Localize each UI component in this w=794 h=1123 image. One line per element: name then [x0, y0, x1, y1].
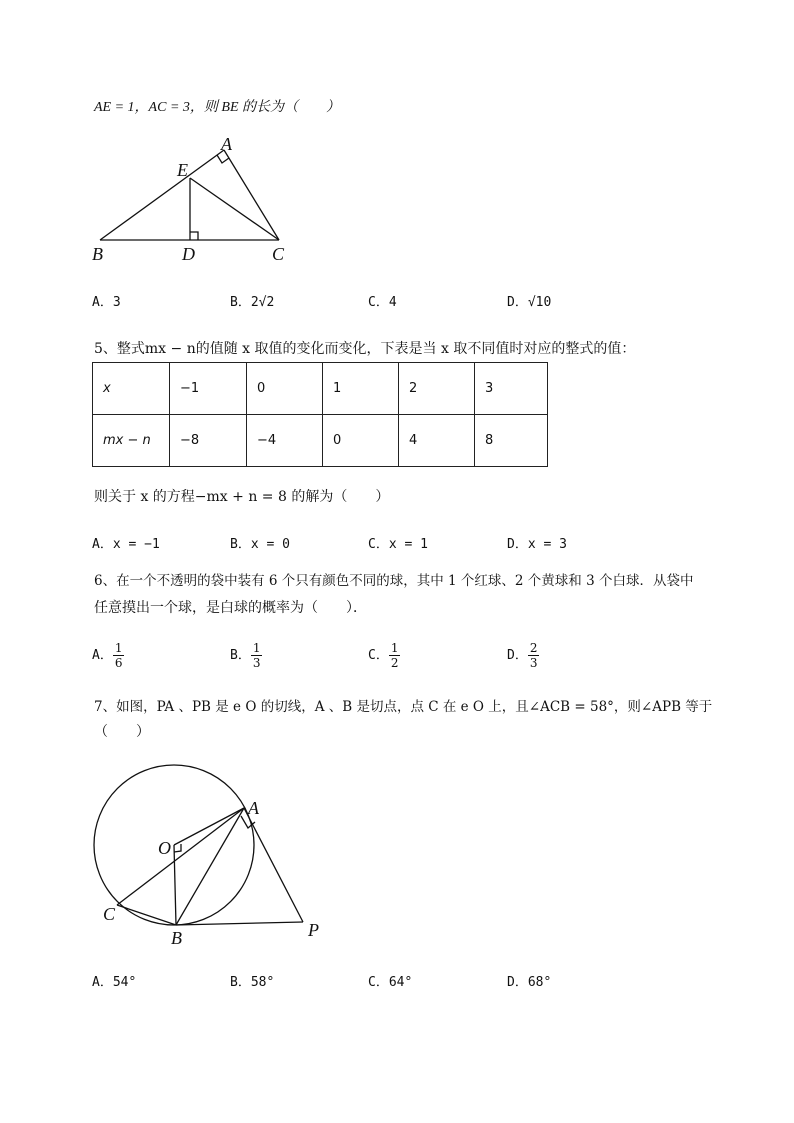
segment-ca [117, 808, 244, 905]
q4-option-c[interactable] [368, 291, 397, 310]
q7-circle-figure [80, 755, 340, 955]
segment-ec [190, 178, 279, 240]
q6-option-b[interactable] [230, 641, 262, 670]
option-value: 68° [527, 975, 552, 990]
option-letter: C． [368, 295, 389, 310]
label-a: A [248, 798, 259, 818]
fraction-denominator: 2 [390, 656, 399, 670]
option-letter: A． [92, 648, 113, 663]
label-a: A [221, 134, 232, 154]
q4-option-b[interactable] [230, 291, 274, 310]
table-cell: mx − n [93, 415, 170, 467]
table-cell: 0 [323, 415, 399, 467]
q6-option-d[interactable] [507, 641, 539, 670]
option-letter: D． [507, 295, 528, 310]
right-angle-o [174, 844, 181, 852]
segment-ba [100, 150, 224, 240]
option-value: 4 [388, 295, 397, 310]
table-cell: 4 [399, 415, 475, 467]
q5-option-b[interactable] [230, 533, 290, 552]
q5-option-a[interactable] [92, 533, 160, 552]
option-value: √10 [527, 295, 552, 310]
option-letter: C． [368, 648, 389, 663]
fraction-denominator: 6 [114, 656, 123, 670]
option-letter: D． [507, 648, 528, 663]
q5-stem: 5、整式mx − n的值随 x 取值的变化而变化，下表是当 x 取不同值时对应的整式的值： [94, 341, 636, 357]
segment-ac [224, 150, 279, 240]
option-value: x = 1 [388, 537, 428, 552]
fraction-numerator: 1 [252, 641, 261, 655]
q7-stem-line1: 7、如图，PA 、PB 是 e O 的切线，A 、B 是切点，点 C 在 e O 上，且∠ACB = 58°，则∠APB 等于 [94, 699, 713, 715]
fraction-numerator: 2 [529, 641, 538, 655]
q6-option-c[interactable] [368, 641, 400, 670]
q6-option-a[interactable] [92, 641, 124, 670]
right-angle-d [190, 232, 198, 240]
fraction [528, 641, 540, 670]
fraction-denominator: 3 [529, 656, 538, 670]
table-row [93, 415, 548, 467]
table-cell: x [93, 363, 170, 415]
table-cell: 8 [475, 415, 548, 467]
option-value: 2√2 [250, 295, 275, 310]
option-letter: A． [92, 975, 113, 990]
segment-ob [174, 845, 176, 925]
q5-value-table [92, 362, 548, 467]
table-cell: −1 [170, 363, 247, 415]
table-cell: 2 [399, 363, 475, 415]
label-c: C [103, 904, 116, 924]
option-value: 3 [112, 295, 121, 310]
q5-option-c[interactable] [368, 533, 428, 552]
q5-option-d[interactable] [507, 533, 567, 552]
fraction [113, 641, 125, 670]
fraction [389, 641, 401, 670]
q7-option-d[interactable] [507, 971, 551, 990]
q6-stem-line1: 6、在一个不透明的袋中装有 6 个只有颜色不同的球，其中 1 个红球、2 个黄球和 3 个白球．从袋中 [94, 573, 694, 589]
option-value: x = 0 [250, 537, 290, 552]
q7-option-c[interactable] [368, 971, 412, 990]
table-cell: −8 [170, 415, 247, 467]
fraction [251, 641, 263, 670]
segment-ap [244, 808, 303, 922]
label-b: B [92, 244, 103, 264]
table-row [93, 363, 548, 415]
table-cell: 3 [475, 363, 548, 415]
label-p: P [308, 920, 319, 940]
table-cell: 0 [247, 363, 323, 415]
option-value: x = 3 [527, 537, 567, 552]
q4-option-d[interactable] [507, 291, 551, 310]
option-letter: A． [92, 295, 113, 310]
label-c: C [272, 244, 285, 264]
option-letter: C． [368, 975, 389, 990]
option-value: 58° [250, 975, 275, 990]
table-cell: −4 [247, 415, 323, 467]
label-e: E [177, 160, 188, 180]
label-d: D [182, 244, 195, 264]
fraction-numerator: 1 [390, 641, 399, 655]
q7-option-a[interactable] [92, 971, 136, 990]
q7-stem-line2: （ ） [94, 724, 150, 740]
option-letter: C． [368, 537, 389, 552]
option-value: x = −1 [112, 537, 160, 552]
option-value: 54° [112, 975, 137, 990]
option-letter: B． [230, 975, 251, 990]
label-o: O [158, 838, 171, 858]
fraction-numerator: 1 [114, 641, 123, 655]
option-letter: B． [230, 648, 251, 663]
fraction-denominator: 3 [252, 656, 261, 670]
q4-option-a[interactable] [92, 291, 121, 310]
option-letter: B． [230, 295, 251, 310]
option-letter: A． [92, 537, 113, 552]
q6-stem-line2: 任意摸出一个球，是白球的概率为（ ）． [94, 600, 367, 616]
table-cell: 1 [323, 363, 399, 415]
segment-cb [117, 905, 176, 925]
option-value: 64° [388, 975, 413, 990]
label-b: B [171, 928, 182, 948]
q7-option-b[interactable] [230, 971, 274, 990]
option-letter: B． [230, 537, 251, 552]
q5-question: 则关于 x 的方程−mx + n = 8 的解为（ ） [94, 489, 390, 505]
option-letter: D． [507, 537, 528, 552]
q4-triangle-figure [80, 130, 300, 270]
q4-condition-line: AE = 1，AC = 3，则 BE 的长为（ ） [94, 100, 340, 115]
option-letter: D． [507, 975, 528, 990]
